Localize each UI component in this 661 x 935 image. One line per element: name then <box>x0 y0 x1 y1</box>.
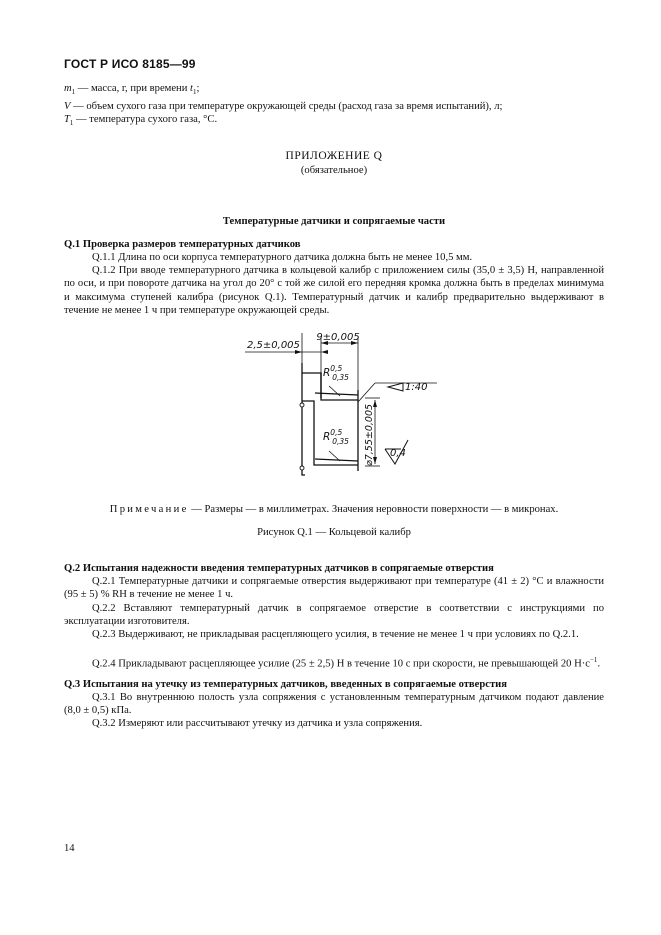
radius-lower: R$^{0,5}$ 0,35 <box>323 428 349 446</box>
definition-t1: $T_1$ — температура сухого газа, °С. <box>64 113 218 128</box>
corner-marker-lower <box>300 466 304 470</box>
q2-4-paragraph: Q.2.4 Прикладывают расцепляющее усилие (25 ± 2,5) Н в течение 10 с при скорости, не превышающей 20 $Н\cdot с^{-1}$. <box>92 656 601 670</box>
q2-heading: Q.2 Испытания надежности введения температурных датчиков в сопрягаемые отверстия <box>64 563 494 574</box>
q3-1-paragraph: Q.3.1 Во внутреннюю полость узла сопряжения с установленным температурным датчиком подают давление (8,0 ± 0,5) кПа. <box>64 692 604 717</box>
q1-2-paragraph: Q.1.2 При вводе температурного датчика в кольцевой калибр с приложением силы (35,0 ± 3,5) Н, направленной по оси, и при повороте датчика на угол до 20° с той же силой его передняя кромка должна быть в пределах минимума и максимума ступеней калибра (рисунок Q.1). Температурный датчик и калибр предварительно выдерживают в течение не менее 1 ч при температуре окружающей среды. <box>64 265 604 317</box>
roughness-label: 0,4 <box>390 448 406 459</box>
figure-note: Примечание — Размеры — в миллиметрах. Значения неровности поверхности — в микронах. <box>109 504 559 515</box>
definition-m1: $m_1$ — масса, г, при времени $t_1$; <box>64 83 200 97</box>
taper-label: 1:40 <box>405 382 428 393</box>
q2-2-paragraph: Q.2.2 Вставляют температурный датчик в сопрягаемое отверстие в соответствии с инструкциями по эксплуатации изготовителя. <box>64 603 604 628</box>
corner-marker-upper <box>300 403 304 407</box>
appendix-subtitle: (обязательное) <box>300 165 368 176</box>
dimension-step: 2,5±0,005 <box>247 340 300 351</box>
document-header: ГОСТ Р ИСО 8185—99 <box>64 57 196 71</box>
q1-heading: Q.1 Проверка размеров температурных датчиков <box>64 239 301 250</box>
q3-2-paragraph: Q.3.2 Измеряют или рассчитывают утечку из датчика и узла сопряжения. <box>92 718 423 729</box>
ring-gauge-figure <box>225 328 445 488</box>
diameter-label: ⌀7,55±0,005 <box>364 403 375 466</box>
q2-1-paragraph: Q.2.1 Температурные датчики и сопрягаемые отверстия выдерживают при температуре (41 ± 2) °С и влажности (95 ± 5) % RH в течение не менее 1 ч. <box>64 576 604 601</box>
q1-1-paragraph: Q.1.1 Длина по оси корпуса температурного датчика должна быть не менее 10,5 мм. <box>92 252 473 263</box>
page-number: 14 <box>64 843 75 854</box>
q2-3-paragraph: Q.2.3 Выдерживают, не прикладывая расцепляющего усилия, в течение не менее 1 ч при условиях по Q.2.1. <box>92 629 579 640</box>
section-title: Температурные датчики и сопрягаемые части <box>222 216 446 227</box>
symbol-definitions <box>64 82 604 130</box>
appendix-title: ПРИЛОЖЕНИЕ Q <box>285 150 383 162</box>
radius-upper: R$^{0,5}$ 0,35 <box>323 364 349 382</box>
figure-caption: Рисунок Q.1 — Кольцевой калибр <box>257 527 411 538</box>
q3-heading: Q.3 Испытания на утечку из температурных датчиков, введенных в сопрягаемые отверстия <box>64 679 507 690</box>
definition-v: V — объем сухого газа при температуре окружающей среды (расход газа за время испытаний), л; <box>64 100 503 112</box>
dimension-length: 9±0,005 <box>316 332 360 343</box>
